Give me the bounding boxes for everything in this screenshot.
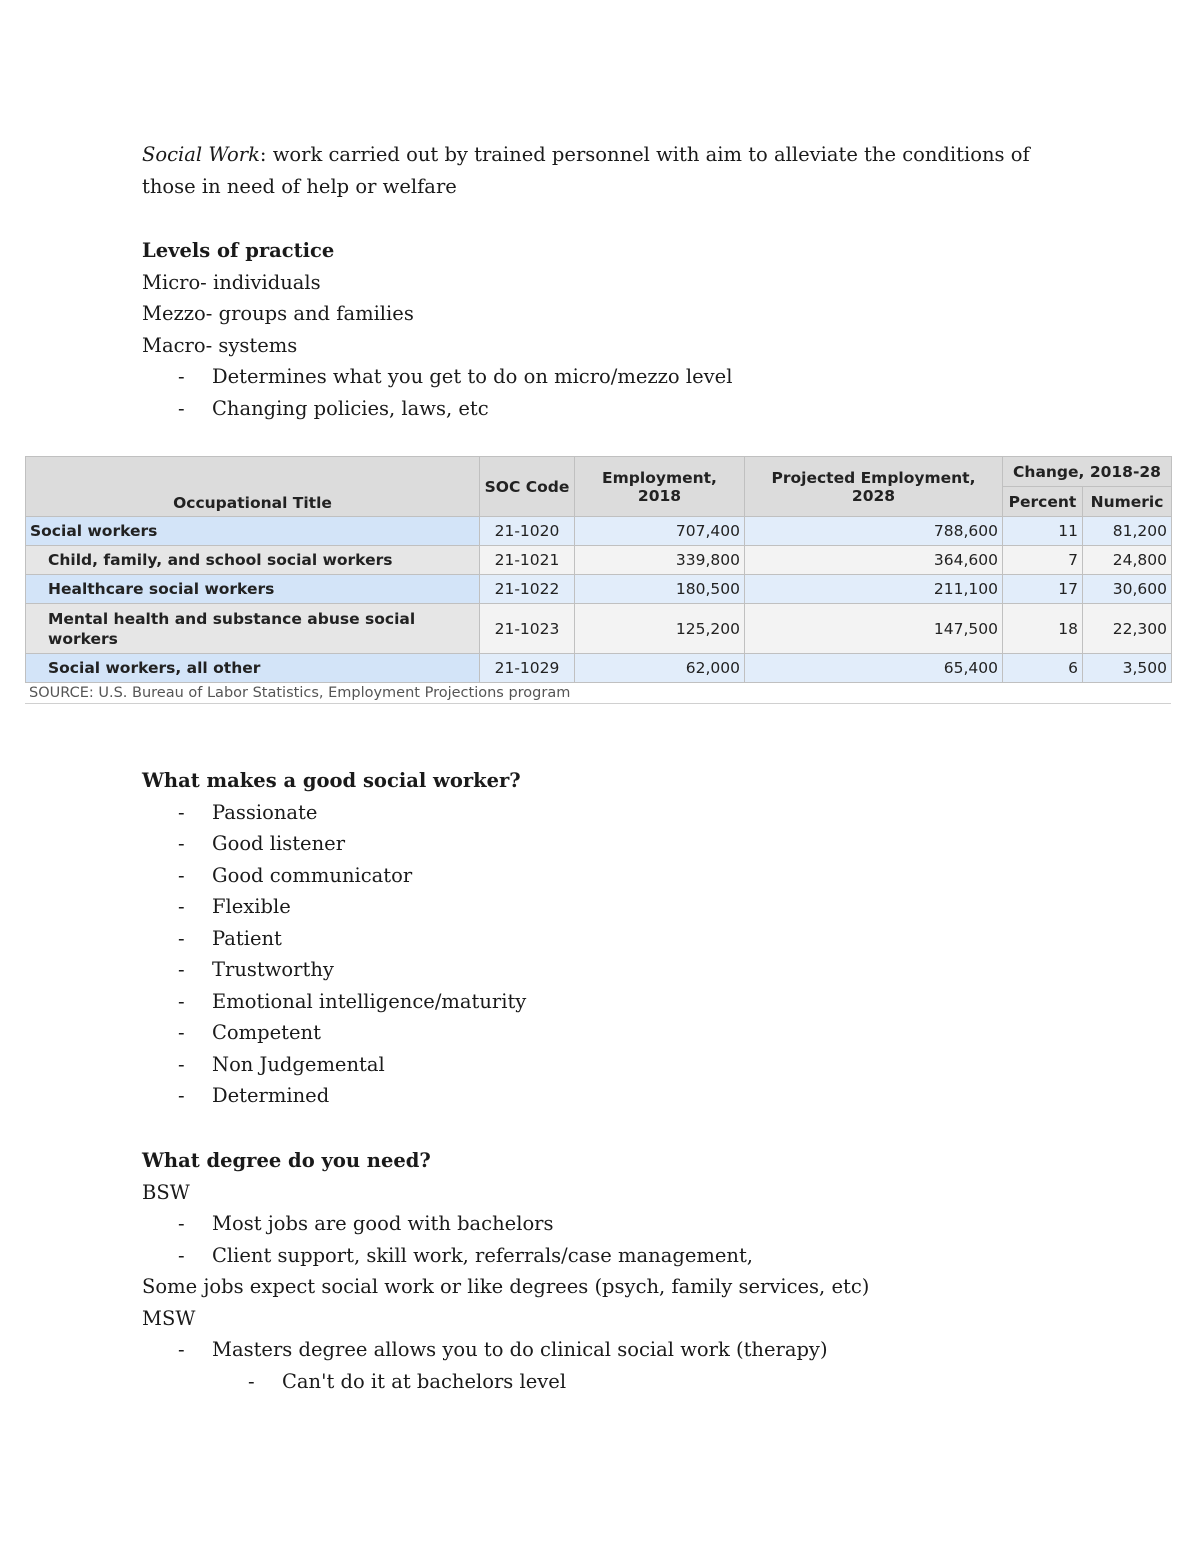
list-item: - Good listener (178, 832, 346, 855)
header-occupational-title: Occupational Title (26, 457, 480, 517)
levels-section (142, 235, 732, 424)
definition-text-2: those in need of help or welfare (142, 174, 457, 198)
list-item: - Passionate (178, 800, 318, 824)
header-numeric: Numeric (1083, 487, 1172, 517)
level-micro: Micro- individuals (142, 270, 321, 294)
header-projected-2028: Projected Employment, 2028 (745, 457, 1003, 517)
table-row: Social workers 21-1020 707,400 788,600 11 81,200 (26, 517, 1172, 546)
list-item: - Non Judgemental (178, 1052, 385, 1076)
level-macro: Macro- systems (142, 333, 298, 357)
definition-text: : work carried out by trained personnel with aim to alleviate the conditions of (259, 143, 1030, 166)
list-item: - Flexible (178, 895, 291, 918)
header-change: Change, 2018-28 (1003, 457, 1172, 487)
degree-msw: MSW (142, 1306, 196, 1330)
list-item: - Most jobs are good with bachelors (178, 1212, 554, 1235)
list-item: - Masters degree allows you to do clinical social work (therapy) (178, 1338, 828, 1361)
list-item: - Emotional intelligence/maturity (178, 989, 527, 1013)
list-item: - Good communicator (178, 863, 413, 887)
list-item: - Determines what you get to do on micro/mezzo level (178, 365, 733, 388)
employment-table (25, 456, 1171, 704)
degree-note: Some jobs expect social work or like degrees (psych, family services, etc) (142, 1275, 870, 1298)
degree-heading: What degree do you need? (142, 1149, 431, 1172)
table-row: Mental health and substance abuse social workers 21-1023 125,200 147,500 18 22,300 (26, 604, 1172, 654)
definition-term: Social Work (142, 143, 260, 166)
table-row: Child, family, and school social workers 21-1021 339,800 364,600 7 24,800 (26, 546, 1172, 575)
levels-heading: Levels of practice (142, 239, 335, 262)
header-employment-2018: Employment, 2018 (575, 457, 745, 517)
list-item: - Changing policies, laws, etc (178, 396, 489, 420)
header-percent: Percent (1003, 487, 1083, 517)
qualities-section (142, 765, 526, 1112)
list-item: - Competent (178, 1021, 321, 1044)
level-mezzo: Mezzo- groups and families (142, 302, 414, 325)
list-item: - Patient (178, 926, 282, 950)
table-source: SOURCE: U.S. Bureau of Labor Statistics, Employment Projections program (25, 683, 1171, 704)
qualities-heading: What makes a good social worker? (142, 769, 521, 792)
table-row: Social workers, all other 21-1029 62,000 65,400 6 3,500 (26, 654, 1172, 683)
list-item: - Can't do it at bachelors level (248, 1369, 567, 1393)
table-row: Healthcare social workers 21-1022 180,500 211,100 17 30,600 (26, 575, 1172, 604)
degree-section (142, 1145, 869, 1397)
list-item: - Trustworthy (178, 958, 334, 981)
definition-paragraph (142, 139, 1030, 202)
list-item: - Determined (178, 1084, 330, 1107)
list-item: - Client support, skill work, referrals/case management, (178, 1243, 753, 1267)
degree-bsw: BSW (142, 1180, 190, 1204)
header-soc-code: SOC Code (480, 457, 575, 517)
